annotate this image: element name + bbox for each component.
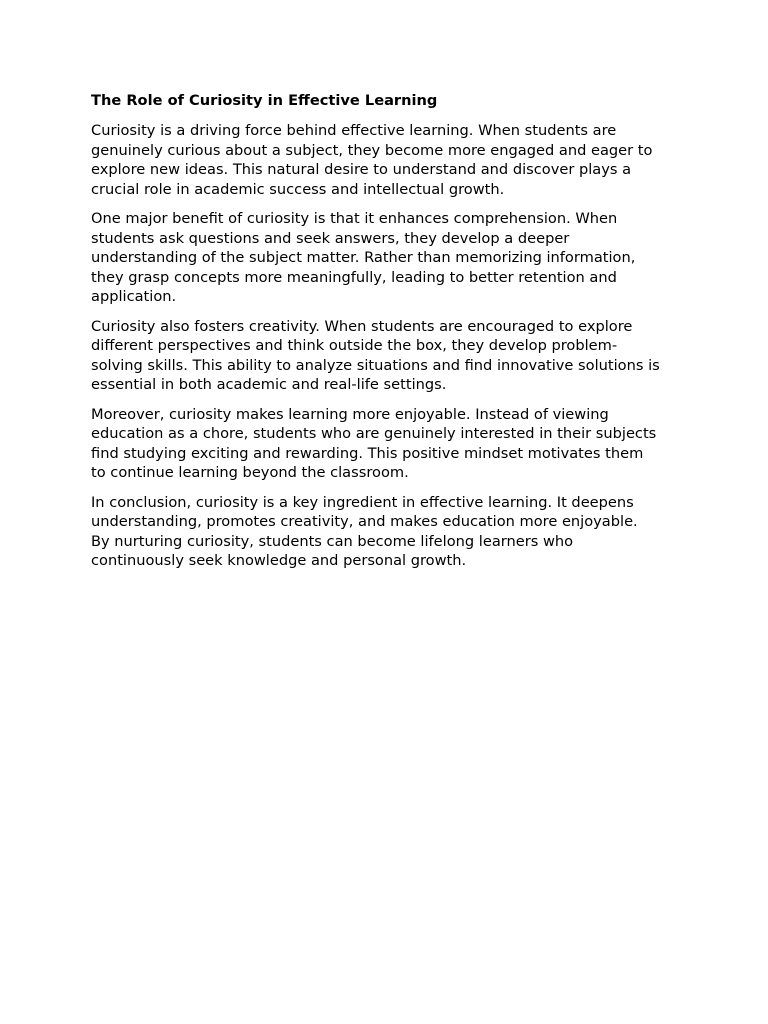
paragraph-line: different perspectives and think outside the box, they develop problem- [91,337,618,354]
paragraph-line: essential in both academic and real-life settings. [91,376,447,393]
paragraph-line: continuously seek knowledge and personal growth. [91,552,467,569]
paragraph-4 [91,405,691,483]
paragraph-line: solving skills. This ability to analyze situations and find innovative solutions is [91,356,660,374]
paragraph-1 [91,121,691,199]
paragraph-5 [91,493,691,571]
paragraph-line: In conclusion, curiosity is a key ingredient in effective learning. It deepens [91,493,634,511]
paragraph-line: understanding, promotes creativity, and makes education more enjoyable. [91,513,638,530]
paragraph-line: find studying exciting and rewarding. This positive mindset motivates them [91,444,644,462]
paragraph-line: application. [91,288,177,305]
paragraph-line: genuinely curious about a subject, they become more engaged and eager to [91,141,653,159]
document-title: The Role of Curiosity in Effective Learning [91,92,438,109]
paragraph-line: By nurturing curiosity, students can become lifelong learners who [91,532,574,550]
paragraph-line: education as a chore, students who are genuinely interested in their subjects [91,425,657,442]
paragraph-line: explore new ideas. This natural desire to understand and discover plays a [91,161,632,178]
paragraph-line: Moreover, curiosity makes learning more enjoyable. Instead of viewing [91,405,609,423]
paragraph-line: to continue learning beyond the classroom. [91,464,409,481]
paragraph-line: Curiosity also fosters creativity. When students are encouraged to explore [91,317,633,335]
paragraph-3 [91,317,691,395]
paragraph-line: Curiosity is a driving force behind effective learning. When students are [91,122,617,139]
paragraph-line: students ask questions and seek answers, they develop a deeper [91,229,570,247]
paragraph-line: understanding of the subject matter. Rather than memorizing information, [91,249,636,266]
paragraph-line: they grasp concepts more meaningfully, leading to better retention and [91,268,617,286]
paragraph-2 [91,209,691,307]
paragraph-line: One major benefit of curiosity is that it enhances comprehension. When [91,210,618,227]
paragraph-line: crucial role in academic success and intellectual growth. [91,180,505,198]
document-page [91,91,691,581]
